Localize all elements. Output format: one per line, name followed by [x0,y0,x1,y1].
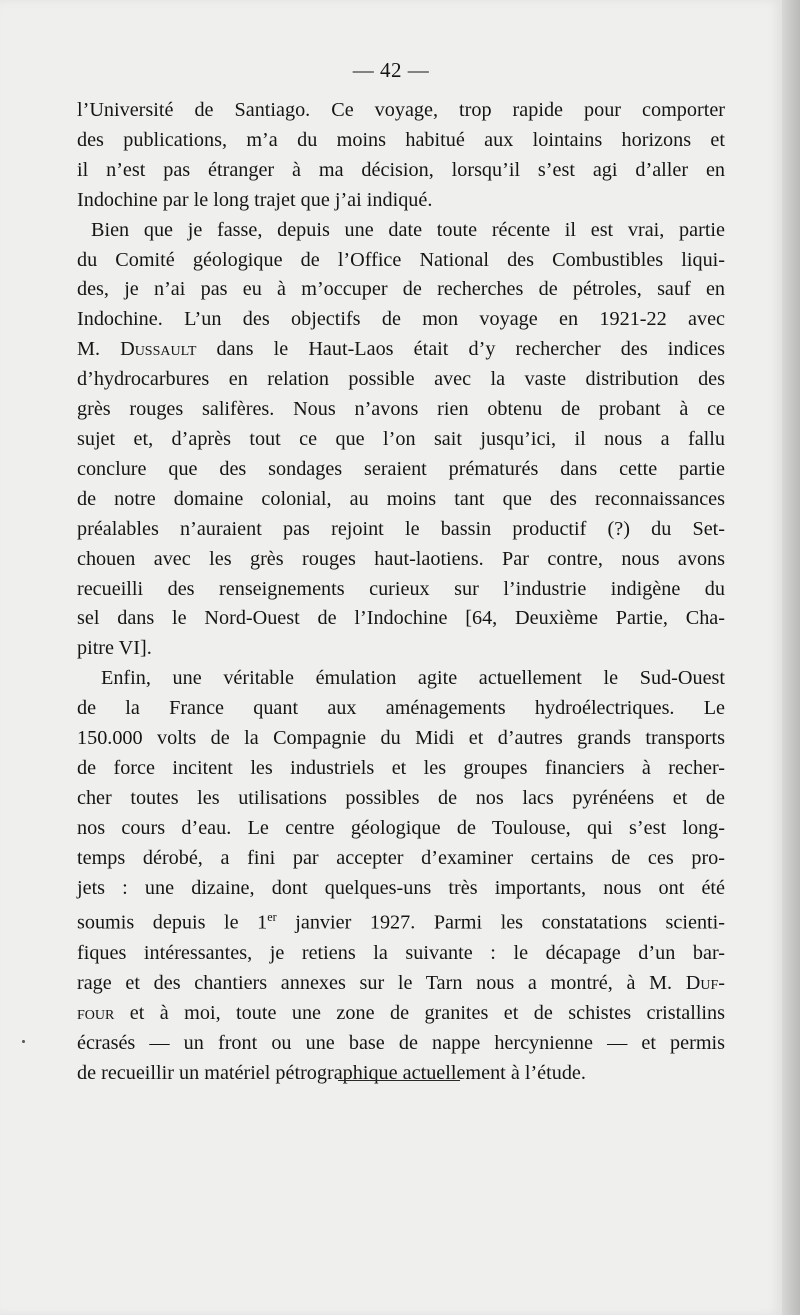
text-line: M. Dussault dans le Haut-Laos était d’y rechercher des indices [77,338,725,361]
text-line: de force incitent les industriels et les groupes financiers à recher- [77,756,725,779]
text-line: Indochine par le long trajet que j’ai indiqué. [77,188,433,211]
text-line: cher toutes les utilisations possibles de nos lacs pyrénéens et de [77,786,725,809]
paragraph-start-line: Enfin, une véritable émulation agite actuellement le Sud-Ouest [101,667,725,690]
text-line: de la France quant aux aménagements hydroélectriques. Le [77,697,725,720]
text-line: il n’est pas étranger à ma décision, lorsqu’il s’est agi d’aller en [77,158,725,181]
text-line: recueilli des renseignements curieux sur l’industrie indigène du [77,577,725,600]
paragraph-start-line: Bien que je fasse, depuis une date toute récente il est vrai, partie [91,218,725,241]
page-number: — 42 — [352,58,430,82]
text-line: l’Université de Santiago. Ce voyage, trop rapide pour comporter [77,99,725,121]
text-line: conclure que des sondages seraient prématurés dans cette partie [77,457,725,480]
page-edge-shadow [782,0,800,1315]
text-line: Indochine. L’un des objectifs de mon voyage en 1921-22 avec [77,308,725,331]
text-line: 150.000 volts de la Compagnie du Midi et d’autres grands transports [77,727,725,750]
text-line: sujet et, d’après tout ce que l’on sait jusqu’ici, il nous a fallu [77,427,725,450]
text-line: rage et des chantiers annexes sur le Tarn nous a montré, à M. Duf- [77,972,725,995]
text-line: fiques intéressantes, je retiens la suivante : le décapage d’un bar- [77,942,725,965]
text-line: grès rouges salifères. Nous n’avons rien obtenu de probant à ce [77,398,725,421]
text-line: préalables n’auraient pas rejoint le bassin productif (?) du Set- [77,517,725,540]
text-line: jets : une dizaine, dont quelques-uns très importants, nous ont été [77,876,725,899]
text-line: des publications, m’a du moins habitué aux lointains horizons et [77,128,725,151]
text-line: chouen avec les grès rouges haut-laotiens. Par contre, nous avons [77,547,725,570]
text-line: nos cours d’eau. Le centre géologique de Toulouse, qui s’est long- [77,816,725,839]
text-line: soumis depuis le 1er janvier 1927. Parmi les constatations scienti- [77,910,725,935]
section-separator [338,1080,460,1081]
text-line: d’hydrocarbures en relation possible avec la vaste distribution des [77,368,725,391]
ink-speck [22,1040,25,1043]
text-line: four et à moi, toute une zone de granites et de schistes cristallins [77,1001,725,1024]
text-line: de notre domaine colonial, au moins tant que des reconnaissances [77,487,725,510]
text-line: du Comité géologique de l’Office National des Combustibles liqui- [77,248,725,271]
body-text [77,96,725,1089]
text-line: pitre VI]. [77,637,152,660]
text-line: des, je n’ai pas eu à m’occuper de recherches de pétroles, sauf en [77,278,725,301]
text-line: écrasés — un front ou une base de nappe hercynienne — et permis [77,1031,725,1054]
text-line: sel dans le Nord-Ouest de l’Indochine [64, Deuxième Partie, Cha- [77,607,725,630]
text-line: temps dérobé, a fini par accepter d’examiner certains de ces pro- [77,846,725,869]
text-line: de recueillir un matériel pétrographique actuellement à l’étude. [77,1061,586,1084]
